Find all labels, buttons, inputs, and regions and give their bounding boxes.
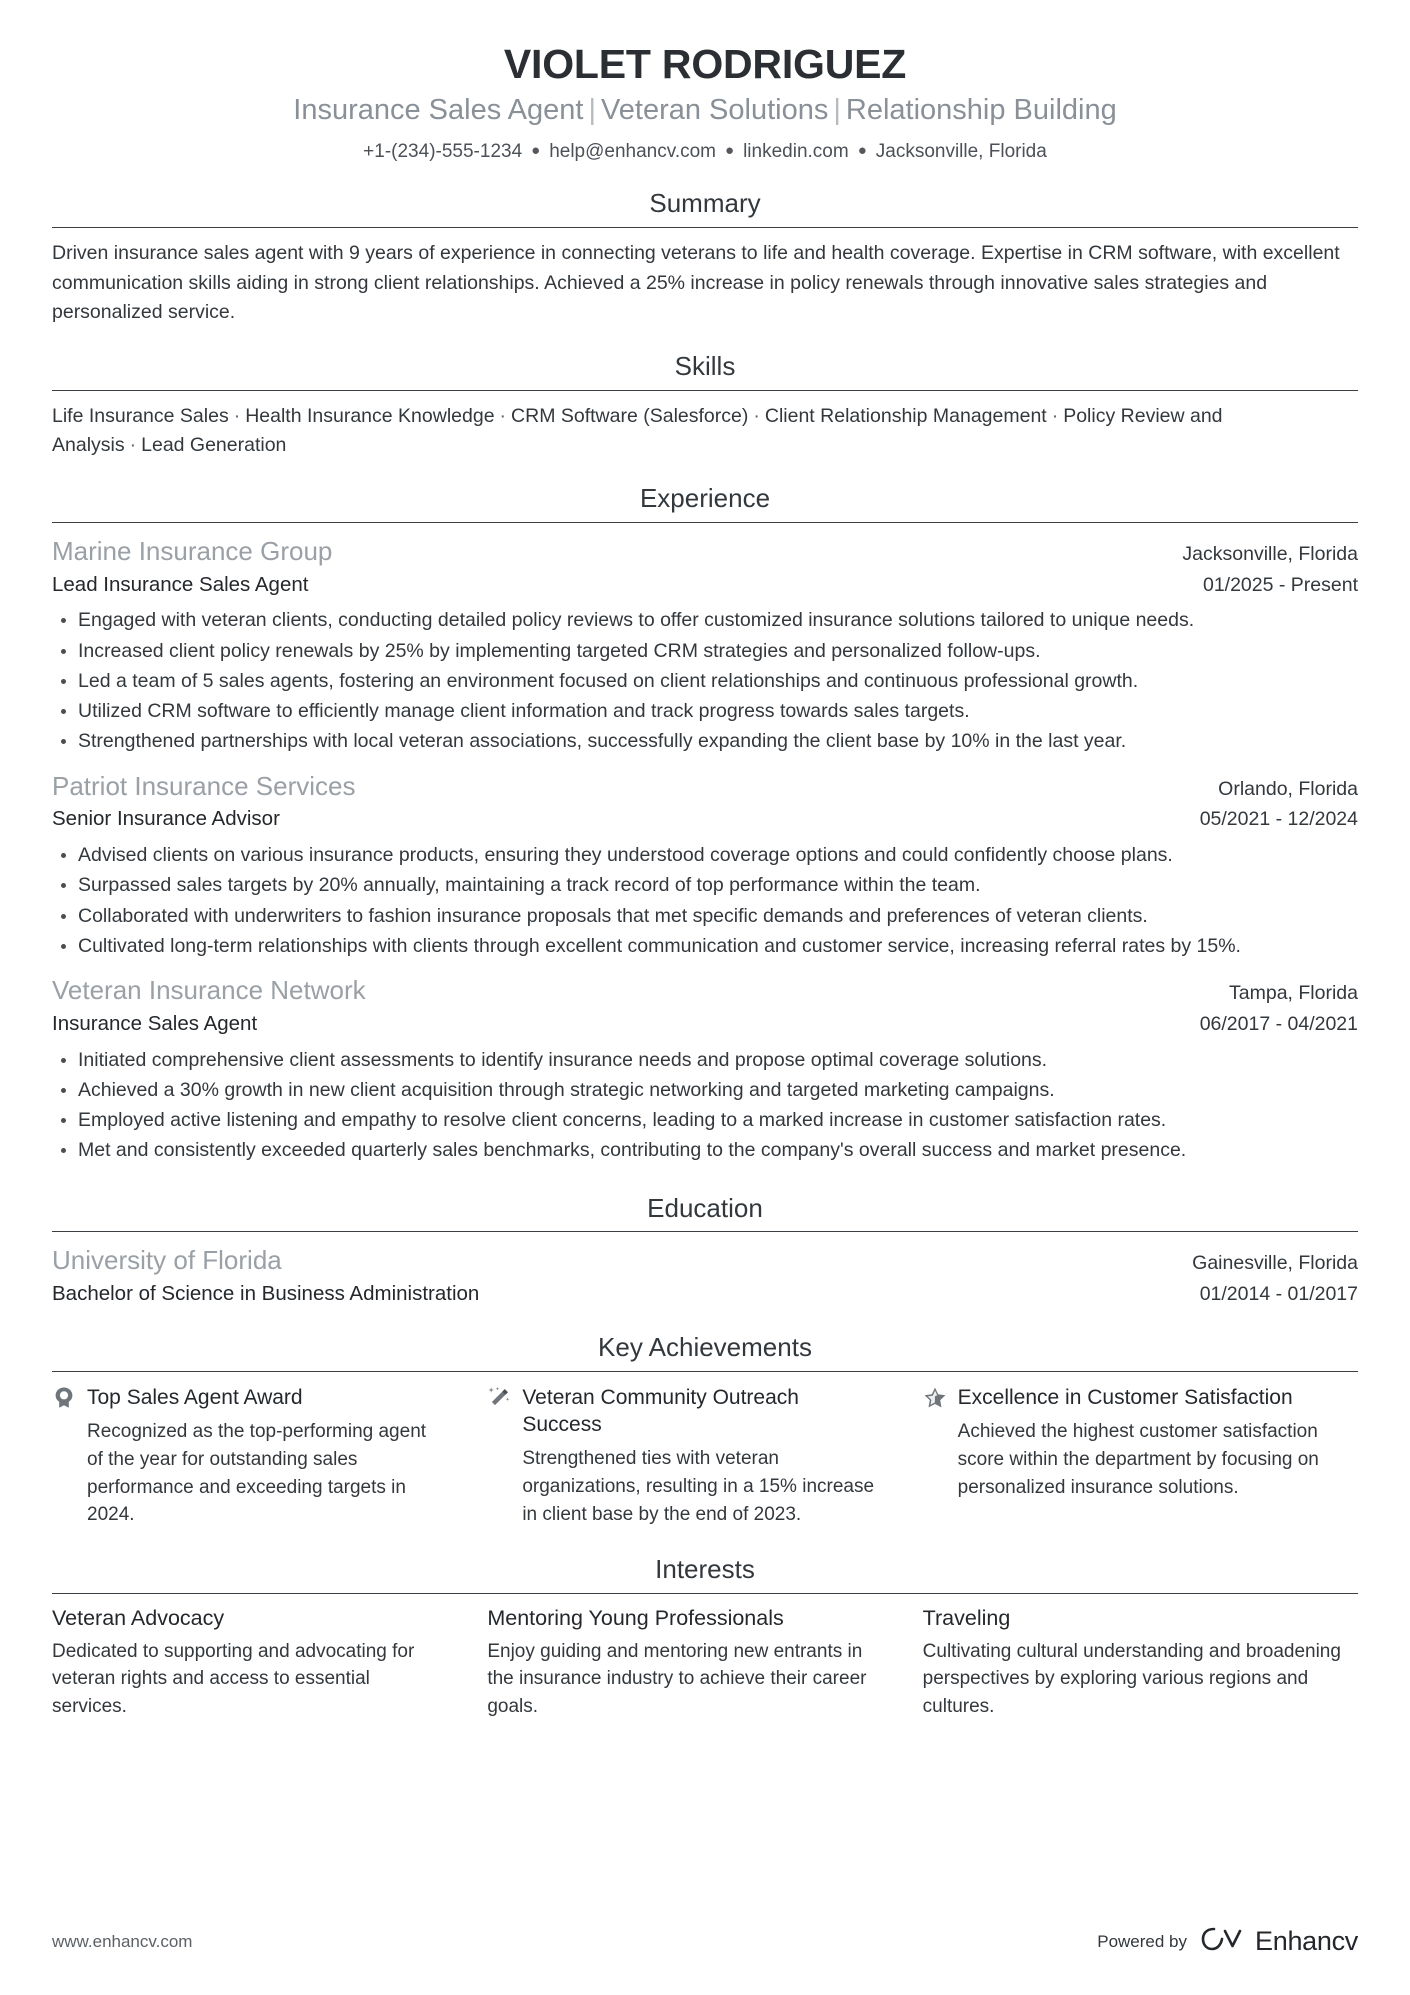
job-location: Orlando, Florida xyxy=(1218,777,1358,800)
skill-item: Policy Review and Analysis xyxy=(52,404,1223,456)
headline-part-3: Relationship Building xyxy=(845,94,1117,127)
key-achievement-item xyxy=(52,1384,487,1529)
job-bullet: Utilized CRM software to efficiently manage client information and track progress towards sales targets. xyxy=(52,697,1358,726)
section-skills xyxy=(52,350,1358,460)
job-bullet-list xyxy=(52,606,1358,756)
key-achievement-description: Strengthened ties with veteran organizations, resulting in a 15% increase in client base by the end of 2023. xyxy=(522,1448,875,1525)
section-title-skills: Skills xyxy=(674,350,736,381)
skill-item: Life Insurance Sales xyxy=(52,404,229,427)
job-bullet-list xyxy=(52,841,1358,961)
section-title-key-achievements: Key Achievements xyxy=(598,1331,812,1362)
contact-separator: ● xyxy=(857,141,867,159)
experience-entry xyxy=(52,535,1358,757)
section-experience xyxy=(52,482,1358,1166)
job-title: Insurance Sales Agent xyxy=(52,1011,258,1035)
key-achievement-description: Achieved the highest customer satisfaction score within the department by focusing on personalized insurance solutions. xyxy=(957,1421,1319,1498)
contact-line xyxy=(52,139,1358,166)
section-key-achievements xyxy=(52,1331,1358,1529)
company-name: Marine Insurance Group xyxy=(52,535,333,566)
interest-description: Dedicated to supporting and advocating for veteran rights and access to essential services. xyxy=(52,1640,415,1718)
enhancv-mark-icon xyxy=(1201,1926,1247,1957)
experience-entry-header xyxy=(52,535,1358,569)
job-dates: 05/2021 - 12/2024 xyxy=(1199,808,1358,831)
key-achievement-title: Top Sales Agent Award xyxy=(87,1385,303,1409)
job-location: Tampa, Florida xyxy=(1229,982,1358,1005)
job-dates: 01/2025 - Present xyxy=(1202,573,1358,596)
experience-entry-header xyxy=(52,974,1358,1008)
job-dates: 06/2017 - 04/2021 xyxy=(1199,1012,1358,1035)
school-name: University of Florida xyxy=(52,1245,282,1276)
experience-entry-subheader xyxy=(52,803,1358,834)
skills-list xyxy=(52,402,1358,461)
key-achievement-description: Recognized as the top-performing agent of the year for outstanding sales performance and exceeding targets in 2024. xyxy=(87,1421,427,1526)
section-title-interests: Interests xyxy=(655,1554,755,1585)
section-interests xyxy=(52,1553,1358,1721)
skill-separator: · xyxy=(499,404,507,427)
experience-entry xyxy=(52,974,1358,1166)
experience-entry-subheader xyxy=(52,569,1358,600)
job-bullet: Increased client policy renewals by 25% by implementing targeted CRM strategies and personalized follow-ups. xyxy=(52,637,1358,666)
degree-title: Bachelor of Science in Business Administration xyxy=(52,1282,480,1306)
experience-entries xyxy=(52,535,1358,1166)
skill-item: Client Relationship Management xyxy=(764,404,1047,427)
skill-item: CRM Software (Salesforce) xyxy=(511,404,749,427)
medal-icon xyxy=(52,1385,76,1411)
skill-item: Health Insurance Knowledge xyxy=(245,404,495,427)
education-entry xyxy=(52,1244,1358,1309)
footer-branding xyxy=(1097,1926,1358,1957)
section-title-summary: Summary xyxy=(649,188,761,219)
interest-title: Mentoring Young Professionals xyxy=(487,1605,784,1630)
contact-phone: +1-(234)-555-1234 xyxy=(363,140,523,162)
section-education xyxy=(52,1192,1358,1309)
education-dates: 01/2014 - 01/2017 xyxy=(1199,1283,1358,1306)
job-bullet: Surpassed sales targets by 20% annually, maintaining a track record of top performance within the team. xyxy=(52,871,1358,900)
key-achievement-header xyxy=(52,1384,443,1411)
job-bullet: Strengthened partnerships with local veteran associations, successfully expanding the client base by 10% in the last year. xyxy=(52,727,1358,756)
section-title-education: Education xyxy=(647,1192,763,1223)
interest-item xyxy=(52,1605,487,1721)
section-divider xyxy=(52,1371,1358,1372)
star-icon xyxy=(923,1385,947,1411)
section-divider xyxy=(52,390,1358,391)
key-achievement-title: Excellence in Customer Satisfaction xyxy=(957,1385,1293,1409)
interest-item xyxy=(923,1605,1358,1721)
resume-header xyxy=(52,30,1358,165)
interest-description: Cultivating cultural understanding and broadening perspectives by exploring various regions and cultures. xyxy=(922,1640,1341,1718)
interest-title: Veteran Advocacy xyxy=(52,1605,225,1630)
key-achievement-item xyxy=(923,1384,1358,1529)
skill-separator: · xyxy=(233,404,241,427)
job-bullet: Engaged with veteran clients, conducting detailed policy reviews to offer customized insurance solutions tailored to unique needs. xyxy=(52,606,1358,635)
skill-separator: · xyxy=(753,404,760,427)
contact-separator: ● xyxy=(531,141,541,159)
company-name: Patriot Insurance Services xyxy=(52,770,356,801)
professional-headline xyxy=(52,91,1358,130)
experience-entry xyxy=(52,770,1358,962)
page-footer xyxy=(52,1926,1358,1957)
skill-item: Lead Generation xyxy=(141,433,287,456)
job-bullet: Achieved a 30% growth in new client acquisition through strategic networking and targeted marketing campaigns. xyxy=(52,1076,1358,1105)
job-bullet: Collaborated with underwriters to fashion insurance proposals that met specific demands and preferences of veteran clients. xyxy=(52,902,1358,931)
experience-entry-subheader xyxy=(52,1008,1358,1039)
contact-separator: ● xyxy=(725,141,735,159)
job-bullet: Cultivated long-term relationships with clients through excellent communication and customer service, increasing referral rates by 15%. xyxy=(52,932,1358,961)
headline-part-2: Veteran Solutions xyxy=(601,94,829,127)
key-achievements-grid xyxy=(52,1384,1358,1529)
skill-separator: · xyxy=(129,433,137,456)
headline-part-1: Insurance Sales Agent xyxy=(293,94,584,127)
headline-divider: | xyxy=(833,94,841,127)
enhancv-wordmark: Enhancv xyxy=(1255,1926,1358,1956)
section-title-experience: Experience xyxy=(639,483,771,514)
education-entry-subheader xyxy=(52,1278,1358,1309)
job-bullet: Advised clients on various insurance products, ensuring they understood coverage options and could confidently choose plans. xyxy=(52,841,1358,870)
powered-by-label: Powered by xyxy=(1097,1931,1188,1951)
job-title: Senior Insurance Advisor xyxy=(52,807,280,831)
job-bullet: Met and consistently exceeded quarterly sales benchmarks, contributing to the company's overall success and market presence. xyxy=(52,1136,1358,1165)
job-bullet: Initiated comprehensive client assessments to identify insurance needs and propose optimal coverage solutions. xyxy=(52,1046,1358,1075)
education-entries xyxy=(52,1244,1358,1309)
key-achievement-header xyxy=(923,1384,1358,1411)
interest-title: Traveling xyxy=(922,1605,1011,1630)
job-bullet: Led a team of 5 sales agents, fostering an environment focused on client relationships and continuous professional growth. xyxy=(52,667,1358,696)
contact-email[interactable]: help@enhancv.com xyxy=(549,140,717,162)
interest-item xyxy=(487,1605,922,1721)
job-bullet-list xyxy=(52,1046,1358,1166)
contact-linkedin[interactable]: linkedin.com xyxy=(743,140,849,162)
job-location: Jacksonville, Florida xyxy=(1182,542,1358,565)
section-divider xyxy=(52,1593,1358,1594)
interest-description: Enjoy guiding and mentoring new entrants in the insurance industry to achieve their career goals. xyxy=(487,1640,867,1718)
experience-entry-header xyxy=(52,770,1358,804)
contact-location: Jacksonville, Florida xyxy=(875,140,1047,162)
enhancv-logo xyxy=(1201,1926,1358,1957)
section-divider xyxy=(52,522,1358,523)
job-bullet: Employed active listening and empathy to resolve client concerns, leading to a marked increase in customer satisfaction rates. xyxy=(52,1106,1358,1135)
education-entry-header xyxy=(52,1244,1358,1278)
key-achievement-item xyxy=(487,1384,922,1529)
magic-wand-icon xyxy=(487,1385,511,1411)
summary-text: Driven insurance sales agent with 9 years of experience in connecting veterans to life and health coverage. Expertise in CRM software, with excellent communication skills aiding in strong client relationships. Achieved a 25% increase in policy renewals through innovative sales strategies and personalized service. xyxy=(52,241,1340,324)
section-divider xyxy=(52,1231,1358,1232)
section-summary xyxy=(52,187,1358,328)
headline-divider: | xyxy=(588,94,597,127)
company-name: Veteran Insurance Network xyxy=(52,975,366,1006)
job-title: Lead Insurance Sales Agent xyxy=(52,572,309,596)
section-divider xyxy=(52,227,1358,228)
interests-grid xyxy=(52,1605,1358,1721)
skill-separator: · xyxy=(1051,404,1059,427)
school-location: Gainesville, Florida xyxy=(1192,1252,1358,1275)
key-achievement-header xyxy=(487,1384,878,1439)
key-achievement-title: Veteran Community Outreach Success xyxy=(522,1385,799,1437)
full-name: VIOLET RODRIGUEZ xyxy=(503,41,907,87)
footer-website-url[interactable]: www.enhancv.com xyxy=(52,1931,193,1951)
